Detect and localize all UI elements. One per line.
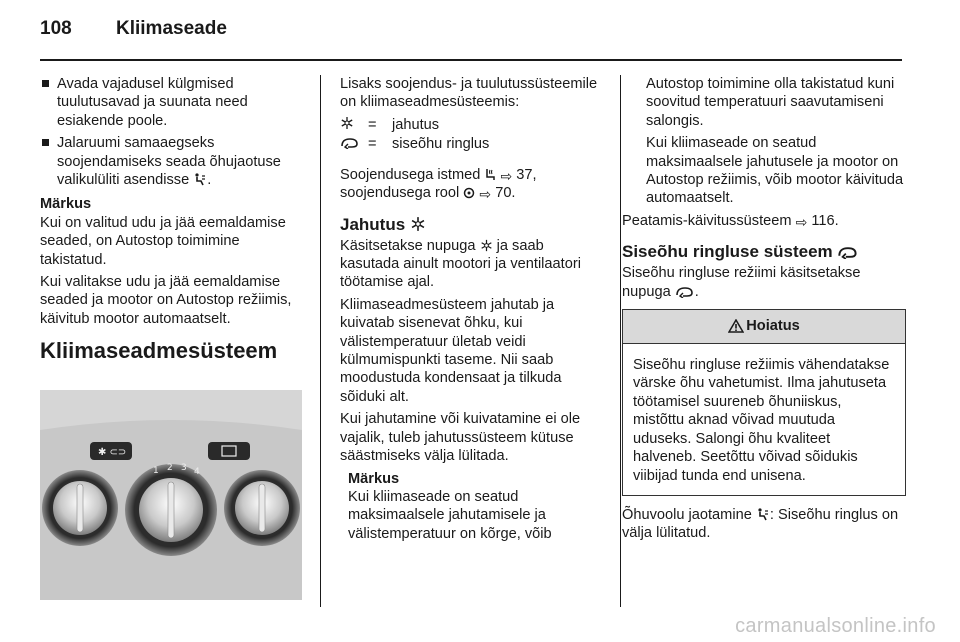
paragraph: Kui jahutamine või kuivatamine ei ole vajalik, tuleb jahutussüsteem kütuse säästmiseks välja lülitada.	[340, 411, 581, 465]
page-reference-icon: ⇨	[500, 167, 513, 184]
warning-box	[622, 309, 906, 496]
paragraph: Siseõhu ringluse režiimi käsitsetakse nupuga .	[622, 265, 861, 300]
page-header	[40, 18, 227, 48]
climate-control-panel-photo	[40, 390, 302, 600]
note-paragraph: Kui kliimaseade on seatud maksimaalsele jahutusele ja mootor on Autostop režiimis, võib mootor käivituda automaatselt.	[646, 135, 904, 207]
dial-number: 4	[194, 467, 200, 477]
snowflake-icon	[480, 239, 493, 254]
section-title: Kliimaseadmesüsteem	[40, 338, 278, 364]
snowflake-icon	[340, 116, 368, 134]
page-reference-icon: ⇨	[795, 213, 808, 230]
heated-seat-icon	[484, 168, 496, 183]
watermark: carmanualsonline.info	[735, 615, 936, 637]
intro-paragraph: Lisaks soojendus- ja tuulutussüsteemile on kliimaseadmesüsteemis:	[340, 76, 598, 111]
column-1	[40, 75, 302, 378]
note-title: Märkus	[40, 196, 92, 213]
floor-airflow-icon	[756, 507, 770, 523]
dial-number: 1	[153, 466, 159, 476]
column-divider-2	[620, 75, 621, 607]
warning-header	[623, 310, 905, 344]
bullet-item: Jalaruumi samaaegseks soojendamiseks seada õhujaotuse valikulüliti asendisse .	[40, 134, 302, 189]
paragraph: Käsitsetakse nupuga ja saab kasutada ainult mootori ja ventilaatori töötamise ajal.	[340, 237, 581, 291]
warning-text: Siseõhu ringluse režiimis vähendatakse värske õhu vahetumist. Ilma jahutuseta töötamisel suureneb õhuniiskus, mistõttu aknad võivad muutuda uduseks. Salongi õhu kvaliteet halveneb. Seetõttu võivad sõidukis viibijad tunda end unisena.	[633, 357, 890, 484]
column-3	[622, 75, 906, 547]
page-title: Kliimaseade	[116, 18, 227, 39]
note-paragraph: Autostop toimimine olla takistatud kuni soovitud temperatuuri saavutamiseni salongis.	[646, 76, 895, 129]
note-block	[40, 195, 302, 328]
header-rule	[40, 59, 902, 61]
note-paragraph: Kui kliimaseade on seatud maksimaalsele jahutamisele ja välistemperatuur on kõrge, võib	[348, 488, 552, 542]
note-paragraph: Kui valitakse udu ja jää eemaldamise seaded ja mootor on Autostop režiimis, käivitub mootor automaatselt.	[40, 274, 292, 327]
paragraph: Õhuvoolu jaotamine : Siseõhu ringlus on välja lülitatud.	[622, 506, 899, 542]
floor-airflow-icon	[193, 172, 207, 188]
page-number: 108	[40, 18, 72, 39]
paragraph: Kliimaseadmesüsteem jahutab ja kuivatab sisenevat õhku, kui välistemperatuur ületab veidi külmumispunkti taseme. Nii saab moodustuda kondensaat ja tilkuda sõiduki alt.	[340, 296, 562, 405]
legend-row: = siseõhu ringlus	[340, 135, 605, 154]
recirculation-icon	[340, 135, 368, 153]
dial-number: 2	[167, 463, 173, 473]
dial-number: 3	[181, 463, 187, 473]
bullet-item: Avada vajadusel külgmised tuulutusavad ja suunata need esiakende poole.	[40, 75, 302, 130]
note-paragraph: Kui on valitud udu ja jää eemaldamise seaded, on Autostop toimimine takistatud.	[40, 214, 286, 268]
cross-reference: Soojendusega istmed ⇨ 37, soojendusega rool ⇨ 70.	[340, 166, 537, 203]
cross-reference: Peatamis-käivitussüsteem ⇨ 116.	[622, 212, 839, 230]
snowflake-icon	[410, 216, 426, 234]
warning-title: Hoiatus	[746, 318, 800, 335]
legend-row: = jahutus	[340, 116, 605, 135]
svg-text:✱ ⊂⊃: ✱ ⊂⊃	[98, 447, 127, 458]
column-divider-1	[320, 75, 321, 607]
note-block	[340, 470, 605, 544]
heated-steering-wheel-icon	[463, 187, 475, 201]
recirculation-icon	[837, 246, 859, 261]
subsection-title: Siseõhu ringluse süsteem	[622, 242, 906, 262]
subsection-title: Jahutus	[340, 215, 605, 235]
note-title: Märkus	[348, 470, 400, 487]
page-reference-icon: ⇨	[479, 186, 492, 203]
recirculation-icon	[675, 286, 695, 300]
warning-icon	[728, 319, 744, 335]
note-continuation	[622, 75, 906, 208]
column-2	[340, 75, 605, 547]
